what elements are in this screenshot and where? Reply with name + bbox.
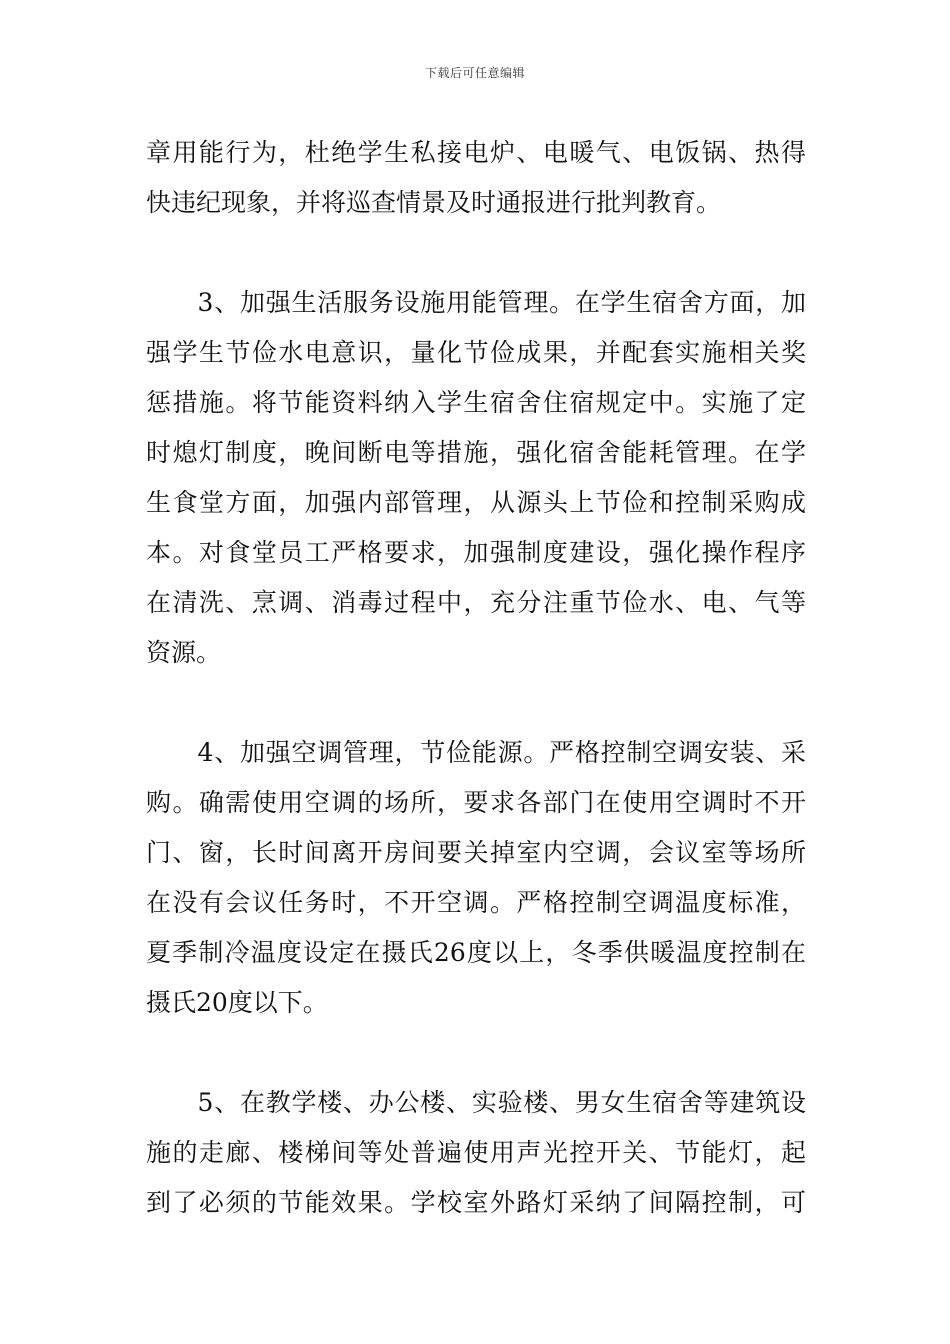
text-line: 本。对食堂员工严格要求，加强制度建设，强化操作程序 [146,538,806,567]
paragraph-gap [146,678,806,728]
text-line: 惩措施。将节能资料纳入学生宿舍住宿规定中。实施了定 [146,388,806,417]
text-line: 资源。 [146,638,222,667]
text-line: 在没有会议任务时，不开空调。严格控制空调温度标准， [146,888,806,917]
text-line: 章用能行为，杜绝学生私接电炉、电暖气、电饭锅、热得 [146,138,806,167]
paragraph-gap [146,228,806,278]
text-line: 摄氏20度以下。 [146,988,328,1017]
text-line: 生食堂方面，加强内部管理，从源头上节俭和控制采购成 [146,488,806,517]
text-line: 到了必须的节能效果。学校室外路灯采纳了间隔控制，可 [146,1188,806,1217]
paragraph [146,128,806,228]
paragraph-gap [146,1028,806,1078]
page-header: 下载后可任意编辑 [424,66,525,80]
text-line: 在清洗、烹调、消毒过程中，充分注重节俭水、电、气等 [146,588,806,617]
text-line: 3、加强生活服务设施用能管理。在学生宿舍方面，加 [146,288,806,317]
text-line: 门、窗，长时间离开房间要关掉室内空调，会议室等场所 [146,838,806,867]
text-line: 施的走廊、楼梯间等处普遍使用声光控开关、节能灯，起 [146,1138,806,1167]
text-line: 强学生节俭水电意识，量化节俭成果，并配套实施相关奖 [146,338,806,367]
text-line: 快违纪现象，并将巡查情景及时通报进行批判教育。 [146,188,722,217]
text-line: 夏季制冷温度设定在摄氏26度以上，冬季供暖温度控制在 [146,938,806,967]
paragraph [146,278,806,678]
text-line: 购。确需使用空调的场所，要求各部门在使用空调时不开 [146,788,806,817]
paragraph [146,1078,806,1228]
paragraph [146,728,806,1028]
document-body [146,128,806,1228]
text-line: 时熄灯制度，晚间断电等措施，强化宿舍能耗管理。在学 [146,438,806,467]
text-line: 4、加强空调管理，节俭能源。严格控制空调安装、采 [146,738,806,767]
text-line: 5、在教学楼、办公楼、实验楼、男女生宿舍等建筑设 [146,1088,806,1117]
